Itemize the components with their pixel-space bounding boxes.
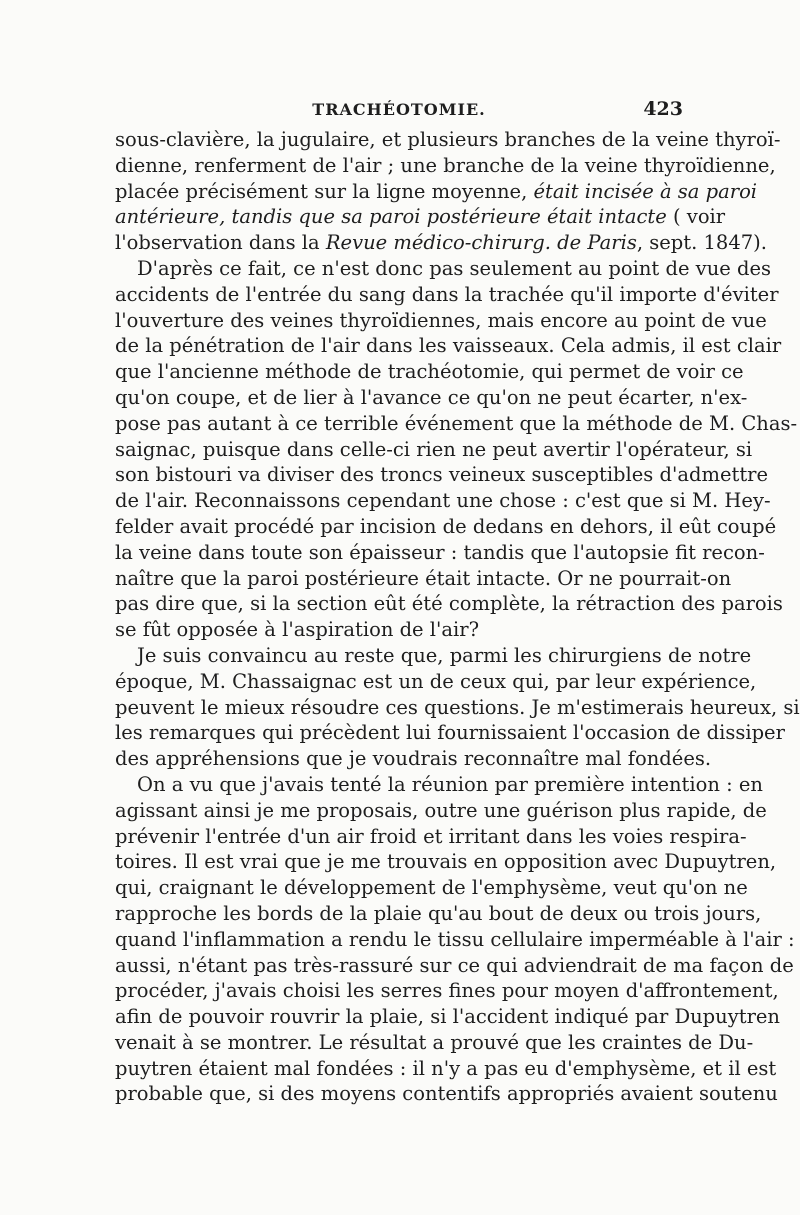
text-line: des appréhensions que je voudrais reconnaître mal fondées. bbox=[115, 747, 712, 771]
text-line: placée précisément sur la ligne moyenne, était incisée à sa paroi bbox=[115, 179, 758, 203]
text-line: saignac, puisque dans celle-ci rien ne peut avertir l'opérateur, si bbox=[115, 437, 753, 461]
paragraph-start: On a vu que j'avais tenté la réunion par première intention : en bbox=[137, 772, 763, 796]
text-line: afin de pouvoir rouvrir la plaie, si l'accident indiqué par Dupuytren bbox=[115, 1005, 780, 1029]
text-line: époque, M. Chassaignac est un de ceux qui, par leur expérience, bbox=[115, 669, 757, 693]
text-line: toires. Il est vrai que je me trouvais en opposition avec Dupuytren, bbox=[115, 850, 777, 874]
text-line: de la pénétration de l'air dans les vaisseaux. Cela admis, il est clair bbox=[115, 334, 782, 358]
running-title: TRACHÉOTOMIE. bbox=[312, 100, 486, 119]
page-number: 423 bbox=[643, 98, 683, 120]
text-line: pose pas autant à ce terrible événement que la méthode de M. Chas- bbox=[115, 411, 798, 435]
text-line: accidents de l'entrée du sang dans la trachée qu'il importe d'éviter bbox=[115, 282, 779, 306]
body-text bbox=[115, 127, 800, 1107]
text-line: les remarques qui précèdent lui fournissaient l'occasion de dissiper bbox=[115, 721, 785, 745]
text-line: venait à se montrer. Le résultat a prouvé que les craintes de Du- bbox=[115, 1030, 754, 1054]
text-line: l'observation dans la Revue médico-chirurg. de Paris, sept. 1847). bbox=[115, 231, 767, 255]
page-header bbox=[115, 100, 683, 126]
text-line: pas dire que, si la section eût été complète, la rétraction des parois bbox=[115, 592, 783, 616]
text-line: son bistouri va diviser des troncs veineux susceptibles d'admettre bbox=[115, 463, 769, 487]
text-line: l'ouverture des veines thyroïdiennes, mais encore au point de vue bbox=[115, 308, 767, 332]
text-line: antérieure, tandis que sa paroi postérieure était intacte ( voir bbox=[115, 205, 726, 229]
text-line: rapproche les bords de la plaie qu'au bout de deux ou trois jours, bbox=[115, 901, 762, 925]
text-line: felder avait procédé par incision de dedans en dehors, il eût coupé bbox=[115, 514, 777, 538]
text-line: probable que, si des moyens contentifs appropriés avaient soutenu bbox=[115, 1082, 778, 1106]
text-line: puytren étaient mal fondées : il n'y a pas eu d'emphysème, et il est bbox=[115, 1056, 777, 1080]
paragraph-start: Je suis convaincu au reste que, parmi les chirurgiens de notre bbox=[137, 643, 752, 667]
text-line: dienne, renferment de l'air ; une branche de la veine thyroïdienne, bbox=[115, 153, 776, 177]
text-line: qu'on coupe, et de lier à l'avance ce qu'on ne peut écarter, n'ex- bbox=[115, 385, 748, 409]
text-line: que l'ancienne méthode de trachéotomie, qui permet de voir ce bbox=[115, 360, 744, 384]
text-line: sous-clavière, la jugulaire, et plusieurs branches de la veine thyroï- bbox=[115, 128, 781, 151]
text-line: de l'air. Reconnaissons cependant une chose : c'est que si M. Hey- bbox=[115, 489, 771, 513]
text-line: quand l'inflammation a rendu le tissu cellulaire imperméable à l'air : bbox=[115, 927, 795, 951]
text-line: se fût opposée à l'aspiration de l'air? bbox=[115, 618, 480, 642]
text-line: agissant ainsi je me proposais, outre une guérison plus rapide, de bbox=[115, 798, 767, 822]
text-line: la veine dans toute son épaisseur : tandis que l'autopsie fit recon- bbox=[115, 540, 765, 564]
text-line: aussi, n'étant pas très-rassuré sur ce qui adviendrait de ma façon de bbox=[115, 953, 794, 977]
text-line: naître que la paroi postérieure était intacte. Or ne pourrait-on bbox=[115, 566, 732, 590]
paragraph-start: D'après ce fait, ce n'est donc pas seulement au point de vue des bbox=[137, 256, 772, 280]
text-line: peuvent le mieux résoudre ces questions. Je m'estimerais heureux, si bbox=[115, 695, 800, 719]
text-line: qui, craignant le développement de l'emphysème, veut qu'on ne bbox=[115, 876, 748, 900]
text-line: prévenir l'entrée d'un air froid et irritant dans les voies respira- bbox=[115, 824, 747, 848]
text-line: procéder, j'avais choisi les serres fines pour moyen d'affrontement, bbox=[115, 979, 779, 1003]
